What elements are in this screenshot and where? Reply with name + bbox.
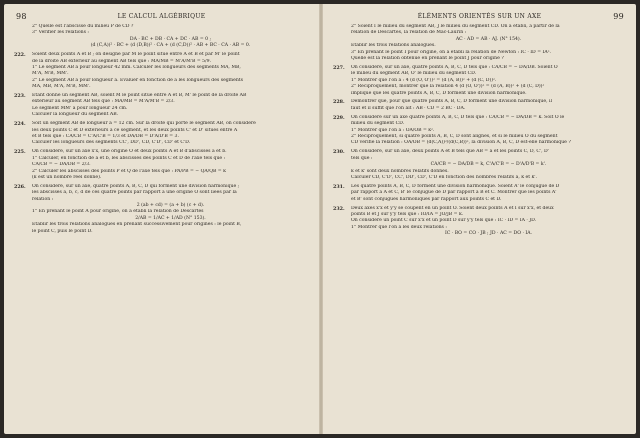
exercise-229 [333,115,626,147]
formula-line: DA · BC + DB · CA + DC · AB = 0 ; [129,36,212,42]
text-line: extérieur au segment AB tels que : MA/MB = M'A/M'B = 2/3. [32,99,175,105]
text-line: M'A, M'B, MM'. [32,71,69,77]
text-line: 3° En prenant le point I pour origine, on a établi la relation de Newton : IC · ID = IA². [351,49,551,55]
text-line: 2° Soient I le milieu du segment AB, J le milieu du segment CD. On a établi, à partir de la [351,24,560,29]
exercise-number: 223. [14,93,26,100]
text-line: 2° Réciproquement, montrer que la relation 4 (d (O, O'))² = (d (A, B))² + (d (C, D))² [351,84,545,90]
text-line: Démontrer que, pour que quatre points A, B, C, D forment une division harmonique, il [351,99,552,105]
left-page-header [14,10,309,24]
text-line: points B et J sur y'y tels que : IO/IA = JO/JB = k. [351,211,464,217]
text-line: par rapport à A et C, B' le conjugué de D par rapport à B et C. Montrer que les points A' [351,190,557,196]
text-line: milieu du segment CD. [351,121,405,127]
exercise-number: 230. [333,149,345,156]
left-page-number: 98 [16,12,27,21]
exercise-number: 232. [333,205,345,212]
formula-line: 2/AB = 1/AC + 1/AD (N° 153). [135,215,206,221]
text-line: On considère un point C sur x'x et un point D sur y'y tels que : IC · ID = IA · JD. [351,218,537,224]
text-line: et B tels que : CA/CB = C'A/C'B = 1/3 et DA/DB = D'A/D'B = 3. [32,134,179,139]
text-line: On considère, sur un axe, deux points A et B tels que AB = a et les points C, D, C', D' [351,149,549,155]
text-line: Établir les trois relations analogues en prenant successivement pour origines : le point B, [32,222,242,228]
formula-line: CA/CB = − DA/DB = k, C'A/C'B = − D'A/D'B = k'. [430,162,547,168]
text-line: faut et il suffit que l'on ait : AB · CD = 2 BC · DA. [351,105,466,111]
text-line: Calculer les longueurs des segments CC', DD', CD, C'D', CD' et C'D. [32,140,191,146]
text-line: 1° Montrer que l'on a : 4 (d (O, O'))² = (d (A, B))² + (d (C, D))². [351,77,497,83]
exercise-230 [333,149,626,181]
book-spread [4,4,636,434]
text-line: 3° Vérifier les relations : [32,30,89,36]
text-line: le milieu du segment AB, O' le milieu du segment CD. [351,71,477,77]
exercise-number: 228. [333,99,345,106]
exercise-228 [333,99,626,112]
text-line: Quelle est la relation obtenue en prenant le point J pour origine ? [351,56,504,62]
formula-line: AC · AD = AB · AJ. (N° 154). [455,36,522,42]
text-line: les deux points C et D extérieurs à ce segment, et les deux points C' et D' situés entre A [32,127,238,133]
formula-line: (d (C,A))² · BC + (d (D,B))² · CA + (d (C,D))² · AB + BC · CA · AB = 0. [90,43,251,49]
exercise-231 [333,184,626,203]
text-line: tels que : [351,155,373,161]
exercise-number: 224. [14,121,26,128]
text-line: 1° Montrer que l'on a : OA/OB = k². [351,127,435,133]
text-line: CD vérifie la relation : OA/OB = (d(C,A))²/(d(C,B))², la division A, B, C, D est-elle harmonique ? [351,140,571,146]
right-page [323,4,636,434]
text-line: k et k' sont deux nombres relatifs donnés. [351,168,449,174]
exercise-number: 229. [333,114,345,121]
text-line: implique que les quatre points A, B, C, D forment une division harmonique. [351,90,527,96]
text-line: 1° Calculer, en fonction de a et b, les abscisses des points C et D de l'axe tels que : [32,155,226,161]
formula-line: CA/CB = − DA/DB = 2/3. [32,162,91,168]
text-line: On considère sur un axe quatre points A, B, C, D tels que : CA/CB = − DA/DB = k. Soit O le [351,114,565,120]
text-line: Étant donné un segment AB, soient M le point situé entre A et B, M' le point de la droite AB [32,93,247,99]
formula-line: IC · BO = CO · JB ; JD · AC = DO · IA. [445,231,532,237]
text-line: 1° Le segment AB a pour longueur 42 mm. Calculer les longueurs des segments MA, MB, [32,64,241,70]
exercise-227 [333,65,626,97]
right-page-number: 99 [613,12,624,21]
exercise-226 [14,184,309,235]
text-line: (k est un nombre réel donné). [32,174,102,180]
text-line: MA, MB, M'A, M'B, MM'. [32,84,91,90]
text-line: Calculer la longueur du segment AB. [32,112,119,118]
text-line: Établir les trois relations analogues. [351,43,436,49]
text-line: On considère, sur un axe, quatre points A, B, C, D qui forment une division harmonique ; [32,183,240,189]
left-page [4,4,319,434]
text-line: 2° Quelle est l'abscisse du milieu P de CD ? [32,24,134,29]
exercise-222 [14,52,309,90]
exercise-number: 225. [14,149,26,156]
exercise-number: 226. [14,183,26,190]
exercise-224 [14,121,309,147]
exercise-number: 222. [14,52,26,59]
text-line: Deux axes x'x et y'y se coupent en un point O. Soient deux points A et I sur x'x, et deux [351,205,554,211]
text-line: relation : [32,196,54,202]
text-line: et B' sont conjugués harmoniques par rapport aux points C et D. [351,196,502,202]
exercise-225 [14,149,309,181]
left-page-title: LE CALCUL ALGÉBRIQUE [117,13,206,20]
formula-line: 2 (ab + cd) = (a + b) (c + d). [136,203,205,209]
right-intro [333,24,626,62]
text-line: 2° Calculer les abscisses des points P et Q de l'axe tels que : PA/PB = − QA/QB = k [32,168,226,174]
text-line: de la droite AB extérieur au segment AB tels que : MA/MB = M'A/M'B = 5/9. [32,58,212,64]
text-line: Calculer CD, C'D', CC', DD', CD', C'D en fonction des nombres relatifs a, k et k'. [351,174,538,180]
text-line: relation de Descartes, la relation de Mac-Laurin : [351,30,467,36]
exercise-number: 231. [333,183,345,190]
left-intro [14,24,309,50]
right-page-header [333,10,626,24]
text-line: 2° Le segment AB a pour longueur a. Évaluer en fonction de a les longueurs des segments [32,77,243,83]
text-line: Soient deux points A et B ; on désigne par M le point situé entre A et B et par M' le point [32,52,240,58]
text-line: Soit un segment AB de longueur a = 12 cm. Sur la droite qui porte le segment AB, on considère [32,121,256,127]
text-line: les abscisses a, b, c, d de ces quatre points par rapport à une origine O sont liées par la [32,190,237,196]
text-line: 1° Montrer que l'on a les deux relations : [351,224,447,230]
right-page-title: ÉLÉMENTS ORIENTÉS SUR UN AXE [417,13,542,20]
exercise-232 [333,206,626,238]
text-line: 2° Réciproquement, si quatre points A, B, C, D sont alignés, et si le milieu O du segment [351,134,558,139]
text-line: Le segment MM' a pour longueur 24 cm. [32,105,128,111]
text-line: 1° En prenant le point A pour origine, on a établi la relation de Descartes [32,209,204,215]
exercise-number: 227. [333,64,345,71]
text-line: On considère, sur un axe, quatre points A, B, C, D tels que : CA/CB = − DA/DB. Soient O [351,64,558,70]
text-line: On considère, sur un axe x'x, une origine O et deux points A et B d'abscisses a et b. [32,149,227,155]
exercise-223 [14,93,309,119]
text-line: le point C, puis le point D. [32,228,93,234]
text-line: Les quatre points A, B, C, D forment une division harmonique. Soient A' le conjugué de D [351,183,560,189]
